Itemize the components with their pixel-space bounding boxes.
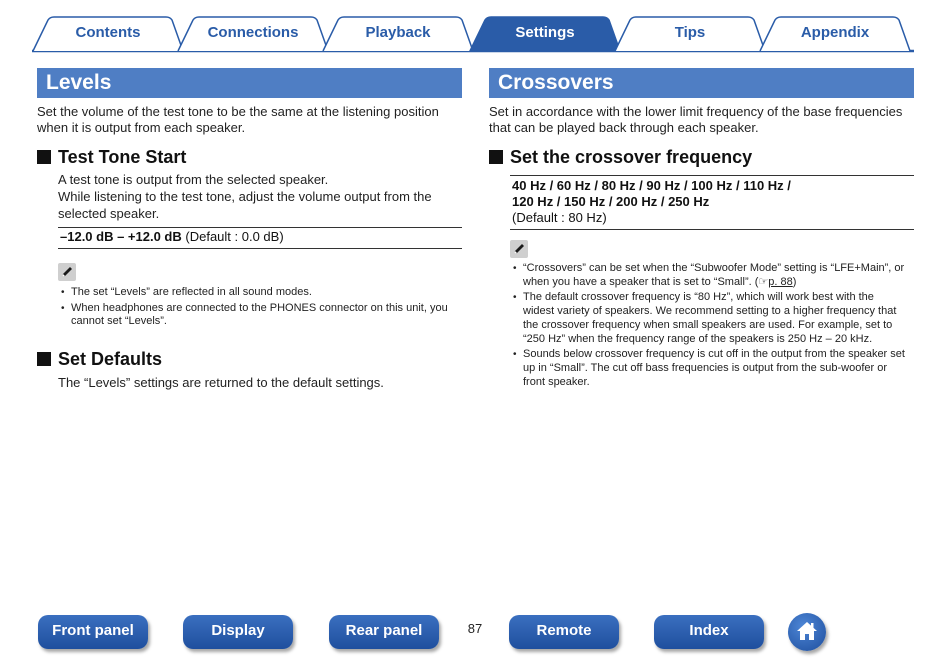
levels-intro-line: when it is output from each speaker.	[37, 120, 246, 135]
heading-square-icon	[37, 352, 51, 366]
crossover-heading-text: Set the crossover frequency	[510, 147, 753, 167]
page-reference-link[interactable]: p. 88	[768, 275, 793, 288]
levels-notes	[61, 286, 466, 329]
note-line: “250 Hz” when the frequency range of the speakers is 250 Hz – 20 kHz.	[523, 332, 873, 345]
divider	[510, 229, 914, 230]
note-line: • Sounds below crossover frequency is cut off in the output from the speaker set	[523, 348, 905, 361]
test-tone-range-value: –12.0 dB – +12.0 dB	[60, 229, 182, 244]
divider	[510, 175, 914, 176]
test-tone-default: (Default : 0.0 dB)	[185, 229, 284, 244]
index-button[interactable]: Index	[654, 615, 764, 649]
tab-connections[interactable]: Connections	[207, 24, 299, 41]
crossovers-section-title: Crossovers	[489, 68, 914, 98]
list-item	[513, 291, 918, 346]
test-tone-line: While listening to the test tone, adjust the volume output from the	[58, 189, 432, 204]
crossover-heading	[489, 146, 752, 168]
set-defaults-heading	[37, 348, 162, 370]
heading-square-icon	[37, 150, 51, 164]
page-number: 87	[467, 621, 483, 636]
tab-contents[interactable]: Contents	[75, 24, 141, 41]
note-text: )	[792, 275, 797, 288]
tab-bar	[0, 0, 950, 56]
rear-panel-button[interactable]: Rear panel	[329, 615, 439, 649]
list-item	[513, 262, 918, 289]
test-tone-heading	[37, 146, 186, 168]
note-line: • When headphones are connected to the PHONES connector on this unit, you	[71, 301, 448, 314]
note-line: • “Crossovers” can be set when the “Subwoofer Mode” setting is “LFE+Main”, or	[523, 262, 905, 274]
note-line: front speaker.	[523, 375, 590, 388]
crossover-default: (Default : 80 Hz)	[512, 210, 607, 225]
note-line: cannot set “Levels”.	[71, 315, 167, 328]
set-defaults-text: The “Levels” settings are returned to the default settings.	[58, 375, 384, 390]
crossovers-notes	[513, 262, 918, 389]
pencil-note-icon	[510, 240, 528, 258]
divider	[58, 248, 462, 249]
tab-playback[interactable]: Playback	[365, 24, 431, 41]
crossover-values-line: 120 Hz / 150 Hz / 200 Hz / 250 Hz	[512, 194, 710, 209]
reference-hand-icon: ☞	[758, 275, 769, 288]
note-line	[523, 276, 918, 290]
crossovers-intro	[489, 104, 919, 136]
divider	[58, 227, 462, 228]
note-line: • The default crossover frequency is “80 Hz”, which will work best with the	[523, 291, 874, 304]
tab-tips[interactable]: Tips	[674, 24, 706, 41]
test-tone-line: A test tone is output from the selected speaker.	[58, 172, 329, 187]
crossovers-intro-line: that can be played back through each speaker.	[489, 120, 759, 135]
pencil-note-icon	[58, 263, 76, 281]
set-defaults-heading-text: Set Defaults	[58, 349, 163, 369]
test-tone-line: selected speaker.	[58, 206, 160, 221]
list-item	[61, 286, 466, 300]
levels-intro	[37, 104, 467, 136]
crossover-values-line: 40 Hz / 60 Hz / 80 Hz / 90 Hz / 100 Hz / 110 Hz /	[512, 178, 791, 193]
note-line: up in “Small”. The cut off bass frequencies is output from the sub-woofer or	[523, 361, 887, 374]
levels-intro-line: Set the volume of the test tone to be the same at the listening position	[37, 104, 439, 119]
note-text: when you have a speaker that is set to “Small”. (	[523, 275, 759, 288]
home-button[interactable]	[788, 613, 826, 651]
note-line: the crossover frequency when small speakers are used. For example, set to	[523, 318, 893, 331]
home-icon	[795, 619, 819, 643]
test-tone-heading-text: Test Tone Start	[58, 147, 187, 167]
list-item	[61, 302, 466, 329]
front-panel-button[interactable]: Front panel	[38, 615, 148, 649]
heading-square-icon	[489, 150, 503, 164]
crossover-values	[512, 178, 912, 226]
levels-section-title: Levels	[37, 68, 462, 98]
test-tone-description	[58, 171, 468, 222]
test-tone-range	[60, 229, 460, 245]
display-button[interactable]: Display	[183, 615, 293, 649]
note-line: widest variety of speakers. We recommend setting to a higher frequency that	[523, 305, 897, 318]
crossovers-intro-line: Set in accordance with the lower limit frequency of the base frequencies	[489, 104, 903, 119]
note-line: • The set “Levels” are reflected in all sound modes.	[71, 286, 312, 298]
tab-settings[interactable]: Settings	[515, 24, 575, 41]
remote-button[interactable]: Remote	[509, 615, 619, 649]
list-item	[513, 348, 918, 389]
tab-appendix[interactable]: Appendix	[800, 24, 870, 41]
